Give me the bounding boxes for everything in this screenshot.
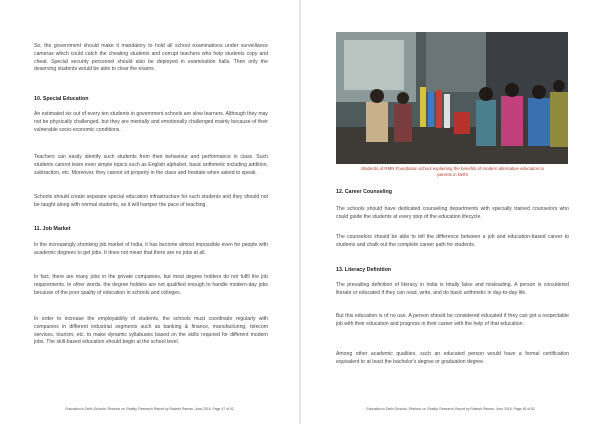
intro-paragraph: So, the government should make it mandatory to hold all school examinations under surveillance cameras which could catch the cheating students and corrupt teachers who help students copy and cheat. Special security personnel should also be deployed in examination halls. Then only the deserving students would be able to clear the exams. (34, 43, 268, 73)
left-page-content (34, 0, 268, 424)
section-11-paragraph-3: In order to increase the employability of students, the schools must coordinate regularly with companies in different industrial segments such as banking & finance, manufacturing, telecom services, tourism, etc. to make dynamic syllabuses based on the skills required for different modern jobs. The skill-based education should begin at the school level. (34, 316, 268, 346)
section-13-heading: 13. Literacy Definition (336, 267, 392, 273)
section-10-paragraph-3: Schools should create separate special education infrastructure for such students and they should not be taught along with normal students, as it will hamper the pace of teaching. (34, 194, 268, 208)
section-12-heading: 12. Career Counseling (336, 189, 392, 195)
right-page (301, 0, 600, 424)
section-12-paragraph-1: The schools should have dedicated counseling departments with specially trained counselors who could guide the students at every step of the education lifecycle. (336, 206, 569, 220)
section-10-paragraph-2: Teachers can easily identify such students from their behaviour and performance in class. Such students cannot learn even simple topics such as English alphabet, basic arithmetic including addition, subtraction, etc. Moreover, they cannot sit properly in the class and hesitate when asked to speak. (34, 154, 268, 176)
classroom-photo (336, 32, 568, 164)
section-11-paragraph-2: In fact, there are many jobs in the private companies, but most degree holders do not fulfil the job requirements. In other words, the degree holders are not qualified enough to handle modern-day jobs because of the poor quality of education in schools and colleges. (34, 274, 268, 296)
section-13-paragraph-1: The prevailing definition of literacy in India is totally false and misleading. A person is considered literate or educated if they can read, write, and do basic arithmetic in day-to-day life. (336, 282, 569, 296)
left-page-footer: Education in Delhi Schools: Rhetoric vs. Reality. Research Report by Rakesh Raman. June 2016. Page 47 of 52 (65, 407, 234, 411)
photo-caption-line-2: parents in Delhi (437, 172, 468, 177)
section-11-paragraph-1: In the increasingly shrinking job market of India, it has become almost impossible even for people with academic degrees to get jobs. It does not mean that there are no jobs at all. (34, 242, 268, 256)
photo-caption-line-1: Students of RMN Foundation school explaining the benefits of modern alternative education to (360, 166, 545, 171)
section-12-paragraph-2: The counselors should be able to tell the difference between a job and education-based career to students and chalk out the complete career path for students. (336, 234, 569, 248)
section-13-paragraph-3: Among other academic qualities, such an educated person would have a formal certification equivalent to at least the bachelor's degree or graduation degree. (336, 351, 569, 365)
right-page-footer: Education in Delhi Schools: Rhetoric vs. Reality. Research Report by Rakesh Raman. June 2016. Page 48 of 52 (366, 407, 535, 411)
section-10-paragraph-1: An estimated six out of every ten students in government schools are slow learners. Although they may not be physically challenged, but they are mentally and emotionally challenged mainly because of their vulnerable socio-economic conditions. (34, 111, 268, 133)
right-page-content (336, 0, 569, 424)
section-13-paragraph-2: But this education is of no use. A person should be considered educated if they can get a respectable job with their education and progress in their career with the help of that education. (336, 313, 569, 327)
photo-caption (336, 166, 569, 178)
left-page (0, 0, 299, 424)
section-11-heading: 11. Job Market (34, 226, 71, 232)
section-10-heading: 10. Special Education (34, 96, 89, 102)
classroom-photo-illustration (336, 32, 568, 164)
